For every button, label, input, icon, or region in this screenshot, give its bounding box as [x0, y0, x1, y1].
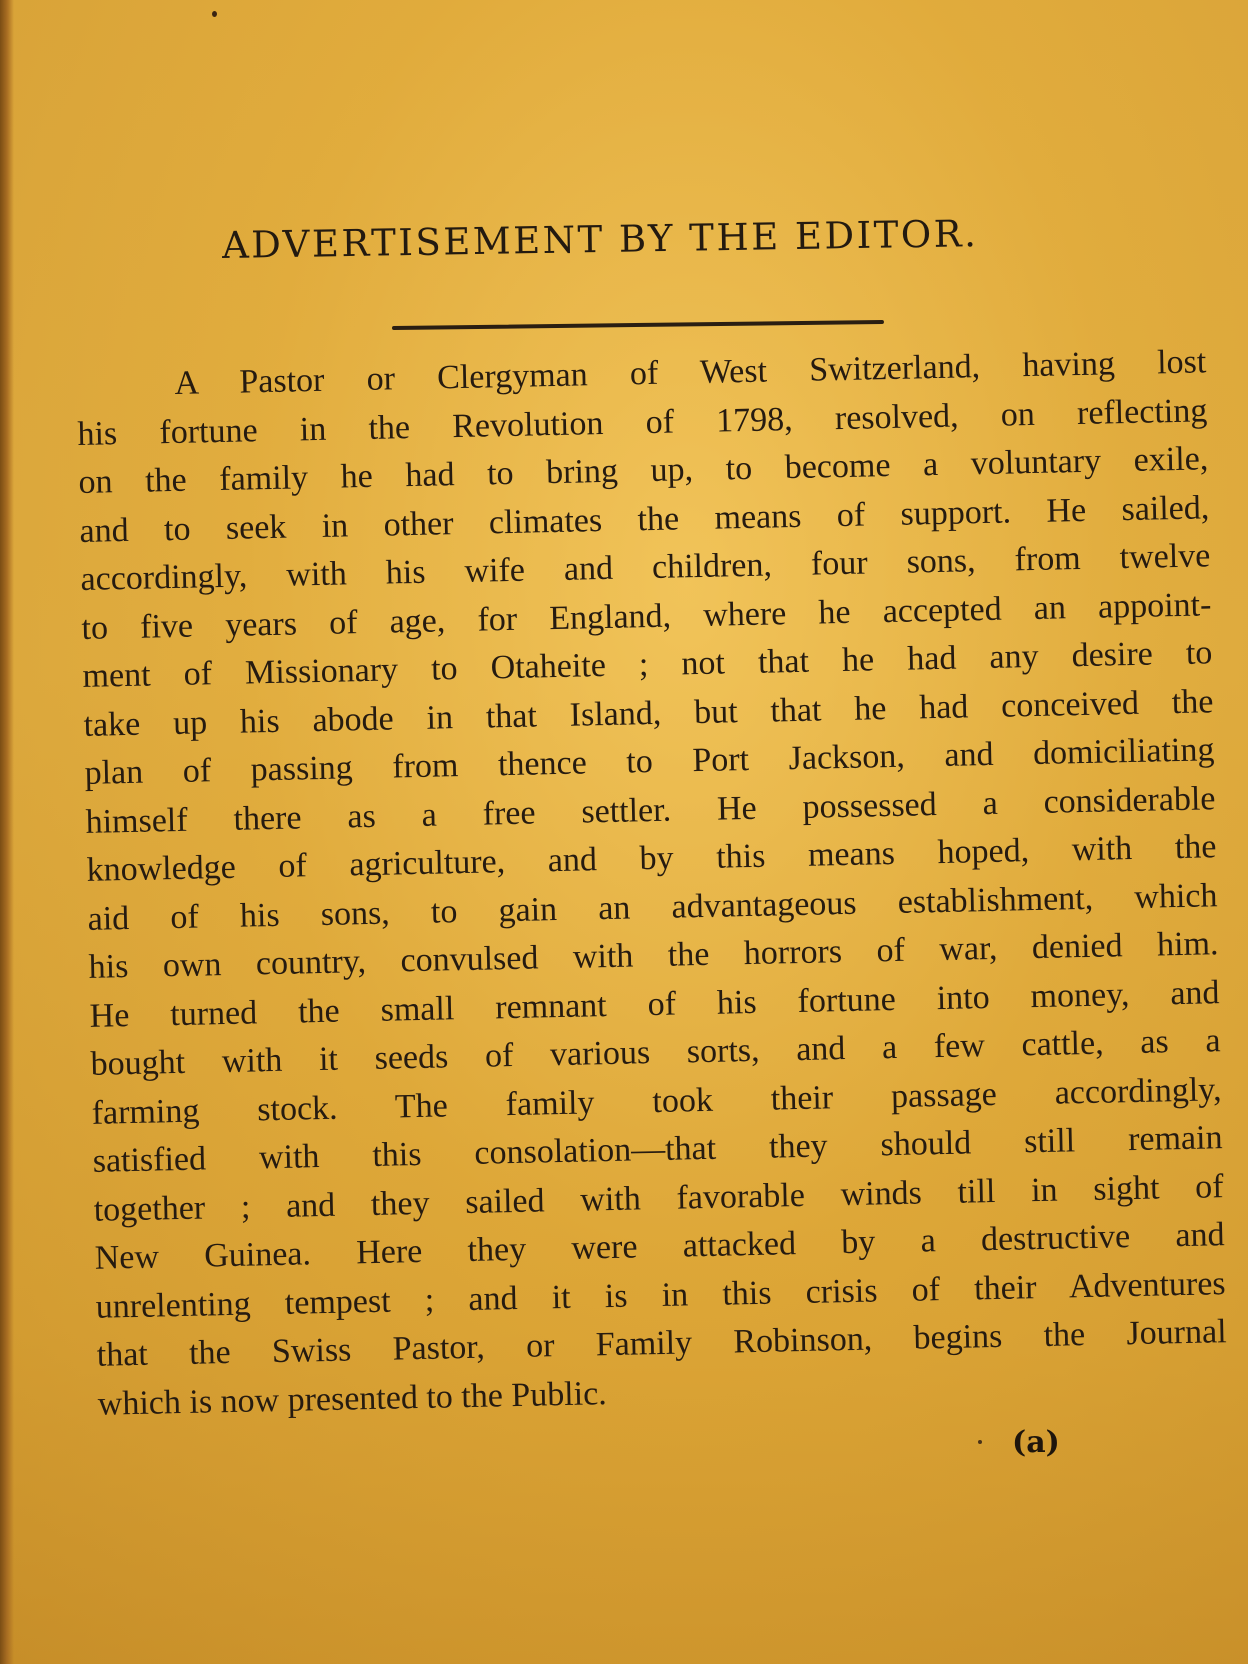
- text-line: his fortune in the Revolution of 1798, resolved, on reflecting: [77, 391, 1208, 453]
- signature-mark: (a): [1012, 1425, 1060, 1460]
- advertisement-paragraph: [76, 338, 1228, 1428]
- text-line: unrelenting tempest ; and it is in this crisis of their Adventures: [95, 1264, 1226, 1326]
- text-line: which is now presented to the Public.: [97, 1374, 608, 1423]
- text-line: that the Swiss Pastor, or Family Robinson, begins the Journal: [96, 1313, 1227, 1374]
- text-line: A Pastor or Clergyman of West Switzerland, having lost: [174, 343, 1207, 402]
- text-line: and to seek in other climates the means of support. He sailed,: [79, 488, 1210, 550]
- page-title: ADVERTISEMENT BY THE EDITOR.: [221, 212, 979, 267]
- text-line: together ; and they sailed with favorable winds till in sight of: [93, 1167, 1224, 1229]
- text-line: his own country, convulsed with the horrors of war, denied him.: [88, 925, 1219, 986]
- text-line: New Guinea. Here they were attacked by a destructive and: [94, 1216, 1225, 1277]
- text-line: farming stock. The family took their passage accordingly,: [91, 1070, 1222, 1132]
- paper-speck: [978, 1440, 982, 1444]
- text-line: himself there as a free settler. He possessed a considerable: [85, 779, 1216, 841]
- text-line: on the family he had to bring up, to become a voluntary exile,: [78, 440, 1209, 501]
- paper-speck: [212, 11, 217, 17]
- text-line: ment of Missionary to Otaheite ; not that he had any desire to: [82, 634, 1213, 695]
- text-line: aid of his sons, to gain an advantageous establishment, which: [87, 876, 1218, 938]
- text-line: accordingly, with his wife and children, four sons, from twelve: [80, 537, 1211, 598]
- text-line: satisfied with this consolation—that they should still remain: [92, 1119, 1223, 1180]
- text-line: bought with it seeds of various sorts, and a few cattle, as a: [90, 1022, 1221, 1083]
- page-spine-shadow: [0, 0, 14, 1664]
- text-line: to five years of age, for England, where he accepted an appoint-: [81, 585, 1212, 647]
- text-line: plan of passing from thence to Port Jackson, and domiciliating: [84, 731, 1215, 792]
- title-divider-rule: [392, 320, 884, 330]
- text-line: knowledge of agriculture, and by this means hoped, with the: [86, 828, 1217, 889]
- text-line: take up his abode in that Island, but that he had conceived the: [83, 682, 1214, 744]
- text-line: He turned the small remnant of his fortune into money, and: [89, 973, 1220, 1035]
